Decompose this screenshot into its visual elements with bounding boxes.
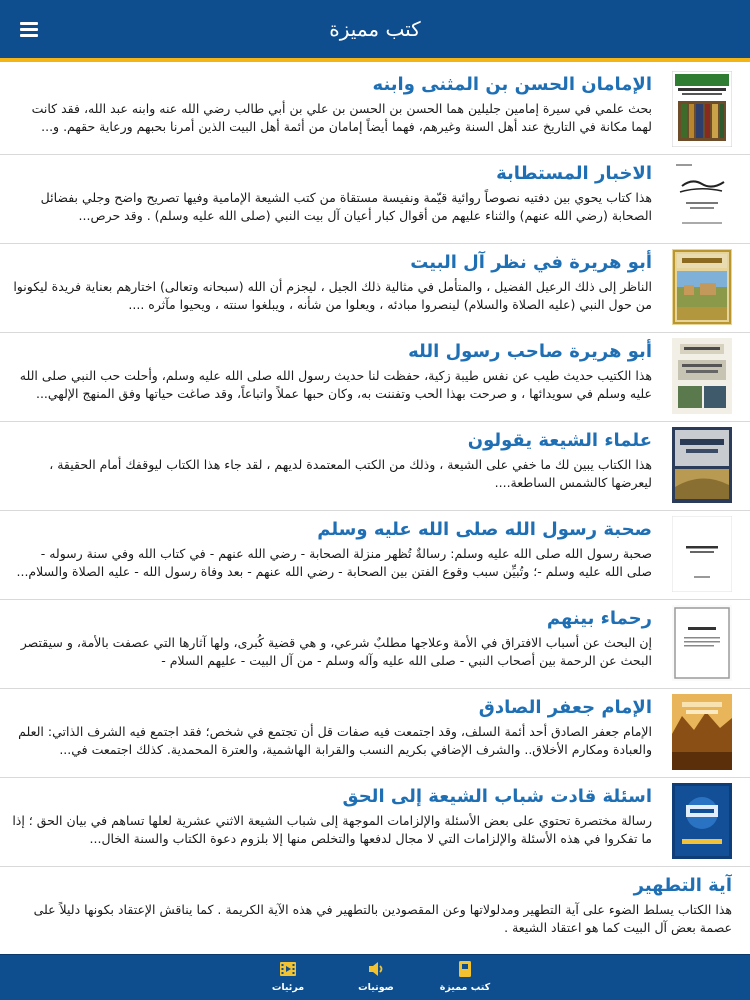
- book-item-10[interactable]: [0, 867, 750, 954]
- book-list: [0, 66, 750, 954]
- book-title: علماء الشيعة يقولون: [467, 430, 652, 451]
- book-description: إن البحث عن أسباب الافتراق في الأمة وعلاجها مطلبٌ شرعي، و هي قضية كُبرى، ولها آثارها التي عصفت بالأمة، و سيقتصر البحث عن الرحمة بين أصحاب النبي - صلى الله عليه وآله وسلم - من آل البيت - عليهم السلام -: [20, 635, 652, 668]
- book-title: الاخبار المستطابة: [496, 163, 652, 184]
- book-cover-4: [672, 338, 732, 414]
- book-description: هذا الكتاب يسلط الضوء على آية التطهير ومدلولاتها وعن المقصودين بالتطهير في هذه الآية الكريمة . كما يناقش الإعتقاد بكونها دليلاً على عصمة بعض آل البيت كما هو اعتقاد الشيعة .: [33, 902, 732, 935]
- top-bar: [0, 0, 750, 62]
- page-title: كتب مميزة: [329, 17, 421, 41]
- book-title: أبو هريرة في نظر آل البيت: [410, 252, 652, 273]
- book-description: هذا كتاب يحوي بين دفتيه نصوصاً روائية قيّمة ونفيسة مستقاة من كتب الشيعة الإمامية وفيها تصريح واضح وجلي بفضائل الصحابة (رضي الله عنهم) والثناء عليهم من أقوال كبار أعيان آل بيت النبي (صلى الله عليه وسلم) . وقد حرص...: [40, 190, 652, 223]
- book-description: بحث علمي في سيرة إمامين جليلين هما الحسن بن الحسن بن علي بن أبي طالب رضي الله عنه وابنه عبد الله، فقد كانت لهما مكانة في التاريخ عند أهل السنة وغيرهم، فهما أيضاً إمامان من أئمة أهل البيت الذين أمرنا بحبهم ورعاية حقهم. و...: [31, 101, 652, 134]
- book-item-5[interactable]: [0, 422, 750, 511]
- book-title: صحبة رسول الله صلى الله عليه وسلم: [317, 519, 652, 540]
- tab-audio[interactable]: [336, 960, 416, 993]
- book-item-9[interactable]: [0, 778, 750, 867]
- film-icon: [278, 960, 298, 978]
- tab-label: كتب مميزة: [439, 982, 491, 993]
- bottom-tab-bar: [0, 954, 750, 1000]
- book-title: آية التطهير: [633, 875, 732, 896]
- tab-featured-books[interactable]: [425, 960, 505, 993]
- book-cover-3: [672, 249, 732, 325]
- book-item-2[interactable]: [0, 155, 750, 244]
- book-cover-6: [672, 516, 732, 592]
- book-description: الناظر إلى ذلك الرعيل الفضيل ، والمتأمل في مثالية ذلك الجيل ، ليجزم أن الله (سبحانه وتعالى) اختارهم بعناية فريدة ليكونوا من حول النبي (عليه الصلاة والسلام) لينصروا مبادئه ، ويعلوا من شأنه ، ويبلغوا سنته ، ويحيوا مآثره ....: [13, 279, 652, 312]
- book-title: رحماء بينهم: [546, 608, 652, 629]
- book-item-6[interactable]: [0, 511, 750, 600]
- book-cover-8: [672, 694, 732, 770]
- book-item-8[interactable]: [0, 689, 750, 778]
- book-description: رسالة مختصرة تحتوي على بعض الأسئلة والإلزامات الموجهة إلى شباب الشيعة الاثني عشرية لعلها تساهم في بيان الحق ؛ إذا ما تفكروا في هذه الأسئلة والإلزامات التي لا مجال لدفعها والتخلص منها إلا بلزوم دعوة الكتاب والسنة الخال...: [12, 813, 652, 846]
- book-title: أبو هريرة صاحب رسول الله: [408, 341, 652, 362]
- book-item-7[interactable]: [0, 600, 750, 689]
- book-cover-2: [672, 160, 732, 236]
- book-title: الإمامان الحسن بن المثنى وابنه: [372, 74, 652, 95]
- book-title: اسئلة قادت شباب الشيعة إلى الحق: [342, 786, 652, 807]
- tab-label: مرئيات: [271, 982, 305, 993]
- tab-label: صوتيات: [358, 982, 394, 993]
- book-item-1[interactable]: [0, 66, 750, 155]
- book-description: الإمام جعفر الصادق أحد أئمة السلف، وقد اجتمعت فيه صفات قل أن تجتمع في شخص؛ فقد اجتمع فيه الشرف الذاتي: العلم والعبادة ومكارم الأخلاق.. والشرف الإضافي بكريم النسب والقرابة الهاشمية، والعترة المحمدية. كذلك اجتمعت في...: [18, 724, 652, 757]
- speaker-icon: [366, 960, 386, 978]
- book-description: هذا الكتيب حديث طيب عن نفس طيبة زكية، حفظت لنا حديث رسول الله صلى الله عليه وسلم، وأحلت حب النبي صلى الله عليه وسلم في سويدائها ، و صرحت بهذا الحب وتفننت به، وكان حبها عملاً واتباعاً، وقد صاغت حياتها وفق المنهج الإلهي...: [19, 368, 652, 401]
- book-cover-9: [672, 783, 732, 859]
- book-cover-7: [672, 605, 732, 681]
- book-item-4[interactable]: [0, 333, 750, 422]
- book-item-3[interactable]: [0, 244, 750, 333]
- book-icon: [455, 960, 475, 978]
- book-description: صحبة رسول الله صلى الله عليه وسلم: رسالةٌ تُظهر منزلة الصحابة - رضي الله عنهم - في كتاب الله وفي سنة رسوله - صلى الله عليه وسلم -؛ وتُبيِّن سبب وقوع الفتن بين الصحابة - رضي الله عنهم - بعد وفاة رسول الله - عليه الصلاة والسلام...: [16, 546, 652, 579]
- book-cover-1: [672, 71, 732, 147]
- book-description: هذا الكتاب يبين لك ما خفي على الشيعة ، وذلك من الكتب المعتمدة لديهم ، لقد جاء هذا الكتاب ليوقفك أمام الحقيقة ، ليعرضها كالشمس الساطعة....: [49, 457, 652, 490]
- book-title: الإمام جعفر الصادق: [478, 697, 652, 718]
- tab-video[interactable]: [248, 960, 328, 993]
- book-cover-5: [672, 427, 732, 503]
